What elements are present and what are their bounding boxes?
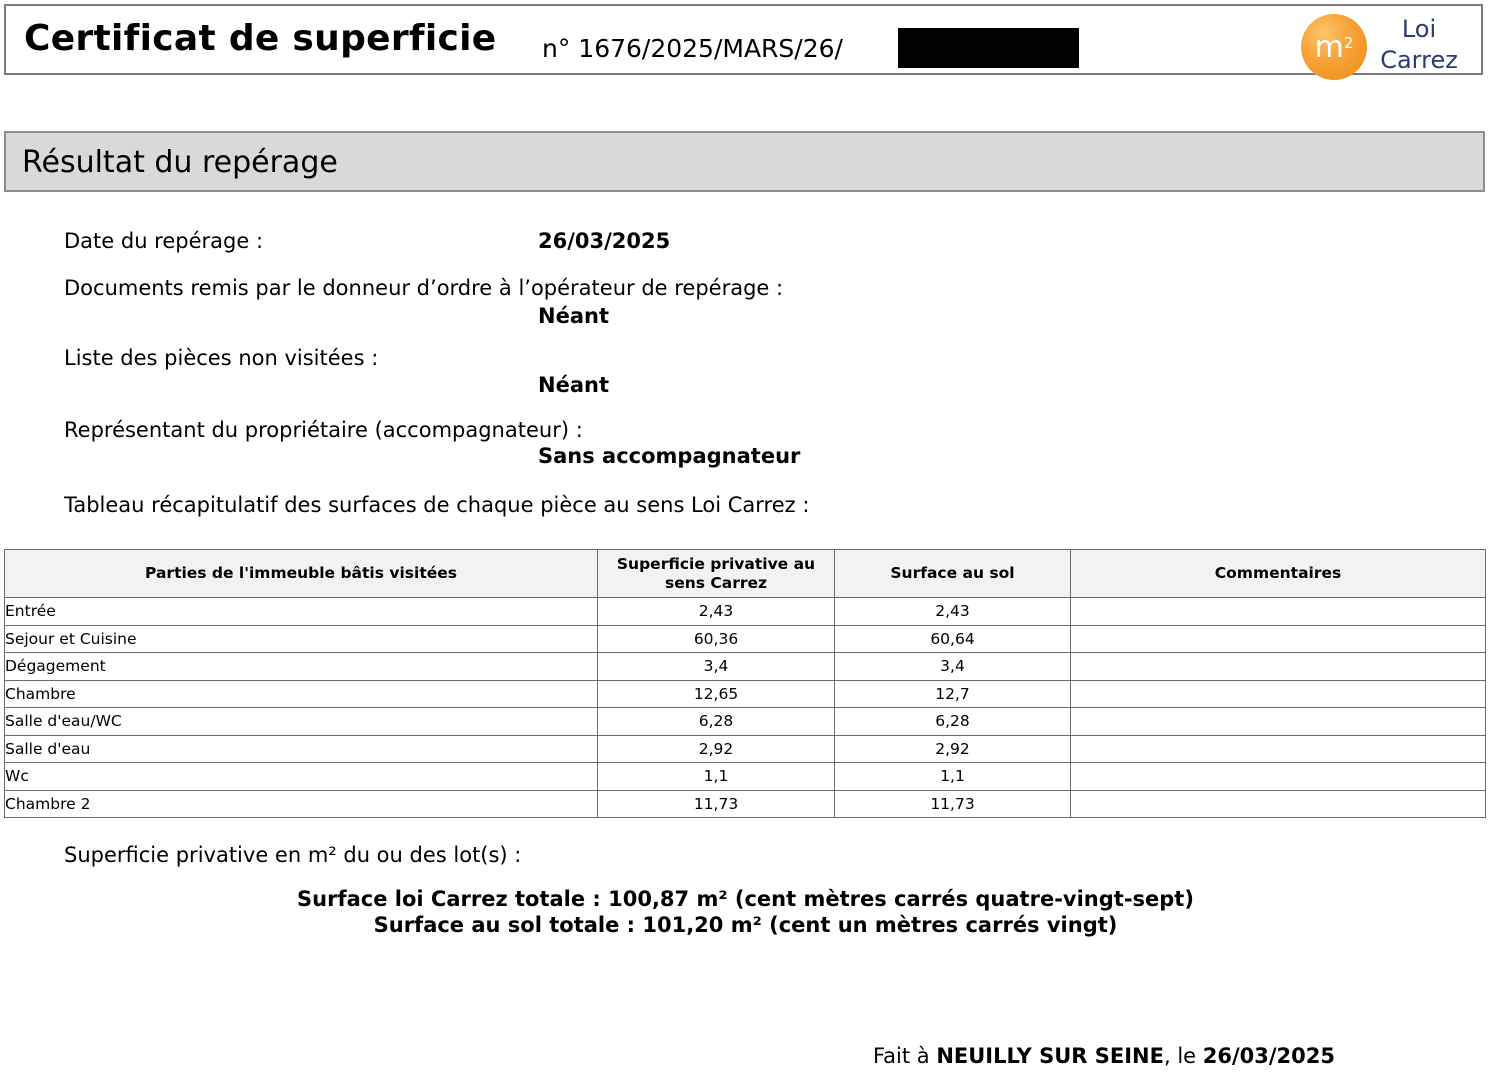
cell-commentaire <box>1071 625 1486 653</box>
table-row <box>5 680 1486 708</box>
certificate-header <box>4 4 1483 75</box>
table-row <box>5 790 1486 818</box>
cell-surface-sol: 1,1 <box>835 763 1071 791</box>
cell-superficie-carrez: 3,4 <box>598 653 835 681</box>
certificate-number: n° 1676/2025/MARS/26/ <box>542 34 843 63</box>
header-parties: Parties de l'immeuble bâtis visitées <box>5 550 598 598</box>
pieces-value: Néant <box>538 373 609 397</box>
table-row <box>5 708 1486 736</box>
cell-commentaire <box>1071 708 1486 736</box>
cell-surface-sol: 2,92 <box>835 735 1071 763</box>
header-superficie-carrez: Superficie privative au sens Carrez <box>598 550 835 598</box>
table-body <box>5 598 1486 818</box>
footer-date: 26/03/2025 <box>1202 1044 1335 1068</box>
cell-commentaire <box>1071 598 1486 626</box>
representant-value: Sans accompagnateur <box>538 444 801 468</box>
cell-surface-sol: 11,73 <box>835 790 1071 818</box>
table-row <box>5 735 1486 763</box>
documents-label: Documents remis par le donneur d’ordre à l’opérateur de repérage : <box>64 276 784 300</box>
cell-piece: Chambre 2 <box>5 790 598 818</box>
cell-piece: Salle d'eau <box>5 735 598 763</box>
cell-surface-sol: 12,7 <box>835 680 1071 708</box>
cell-superficie-carrez: 11,73 <box>598 790 835 818</box>
footer-middle: , le <box>1163 1044 1203 1068</box>
cell-superficie-carrez: 2,92 <box>598 735 835 763</box>
cell-superficie-carrez: 1,1 <box>598 763 835 791</box>
table-row <box>5 653 1486 681</box>
table-row <box>5 598 1486 626</box>
cell-piece: Entrée <box>5 598 598 626</box>
cell-surface-sol: 60,64 <box>835 625 1071 653</box>
cell-superficie-carrez: 2,43 <box>598 598 835 626</box>
table-row <box>5 763 1486 791</box>
cell-piece: Chambre <box>5 680 598 708</box>
carrez-total: Surface loi Carrez totale : 100,87 m² (cent mètres carrés quatre-vingt-sept) <box>297 887 1194 911</box>
summary-label: Superficie privative en m² du ou des lot(s) : <box>64 843 522 867</box>
cell-piece: Wc <box>5 763 598 791</box>
redaction-bar <box>898 28 1079 68</box>
m2-logo-icon <box>1301 14 1367 80</box>
cell-commentaire <box>1071 735 1486 763</box>
logo-text <box>1374 14 1464 76</box>
footer-prefix: Fait à <box>873 1044 937 1068</box>
logo-mark: m <box>1314 29 1344 65</box>
cell-superficie-carrez: 12,65 <box>598 680 835 708</box>
sol-total: Surface au sol totale : 101,20 m² (cent un mètres carrés vingt) <box>373 913 1118 937</box>
cell-surface-sol: 2,43 <box>835 598 1071 626</box>
table-row <box>5 625 1486 653</box>
cell-commentaire <box>1071 653 1486 681</box>
cell-commentaire <box>1071 790 1486 818</box>
cell-superficie-carrez: 60,36 <box>598 625 835 653</box>
tableau-label: Tableau récapitulatif des surfaces de chaque pièce au sens Loi Carrez : <box>64 493 810 517</box>
date-value: 26/03/2025 <box>538 229 671 253</box>
cell-commentaire <box>1071 763 1486 791</box>
cell-surface-sol: 3,4 <box>835 653 1071 681</box>
logo-line1: Loi <box>1401 15 1437 43</box>
logo-sup: 2 <box>1343 34 1354 52</box>
signature-line <box>873 1044 1335 1068</box>
pieces-label: Liste des pièces non visitées : <box>64 346 379 370</box>
document-title: Certificat de superficie <box>24 18 497 59</box>
cell-commentaire <box>1071 680 1486 708</box>
documents-value: Néant <box>538 304 609 328</box>
cell-superficie-carrez: 6,28 <box>598 708 835 736</box>
footer-city: NEUILLY SUR SEINE <box>936 1044 1164 1068</box>
cell-surface-sol: 6,28 <box>835 708 1071 736</box>
header-surface-sol: Surface au sol <box>835 550 1071 598</box>
date-label: Date du repérage : <box>64 229 264 253</box>
header-commentaires: Commentaires <box>1071 550 1486 598</box>
surfaces-table <box>4 549 1486 818</box>
cell-piece: Dégagement <box>5 653 598 681</box>
representant-label: Représentant du propriétaire (accompagnateur) : <box>64 418 583 442</box>
section-title: Résultat du repérage <box>22 145 338 180</box>
table-header-row <box>5 550 1486 598</box>
section-bar <box>4 131 1485 192</box>
logo-line2: Carrez <box>1380 46 1458 74</box>
cell-piece: Salle d'eau/WC <box>5 708 598 736</box>
cell-piece: Sejour et Cuisine <box>5 625 598 653</box>
